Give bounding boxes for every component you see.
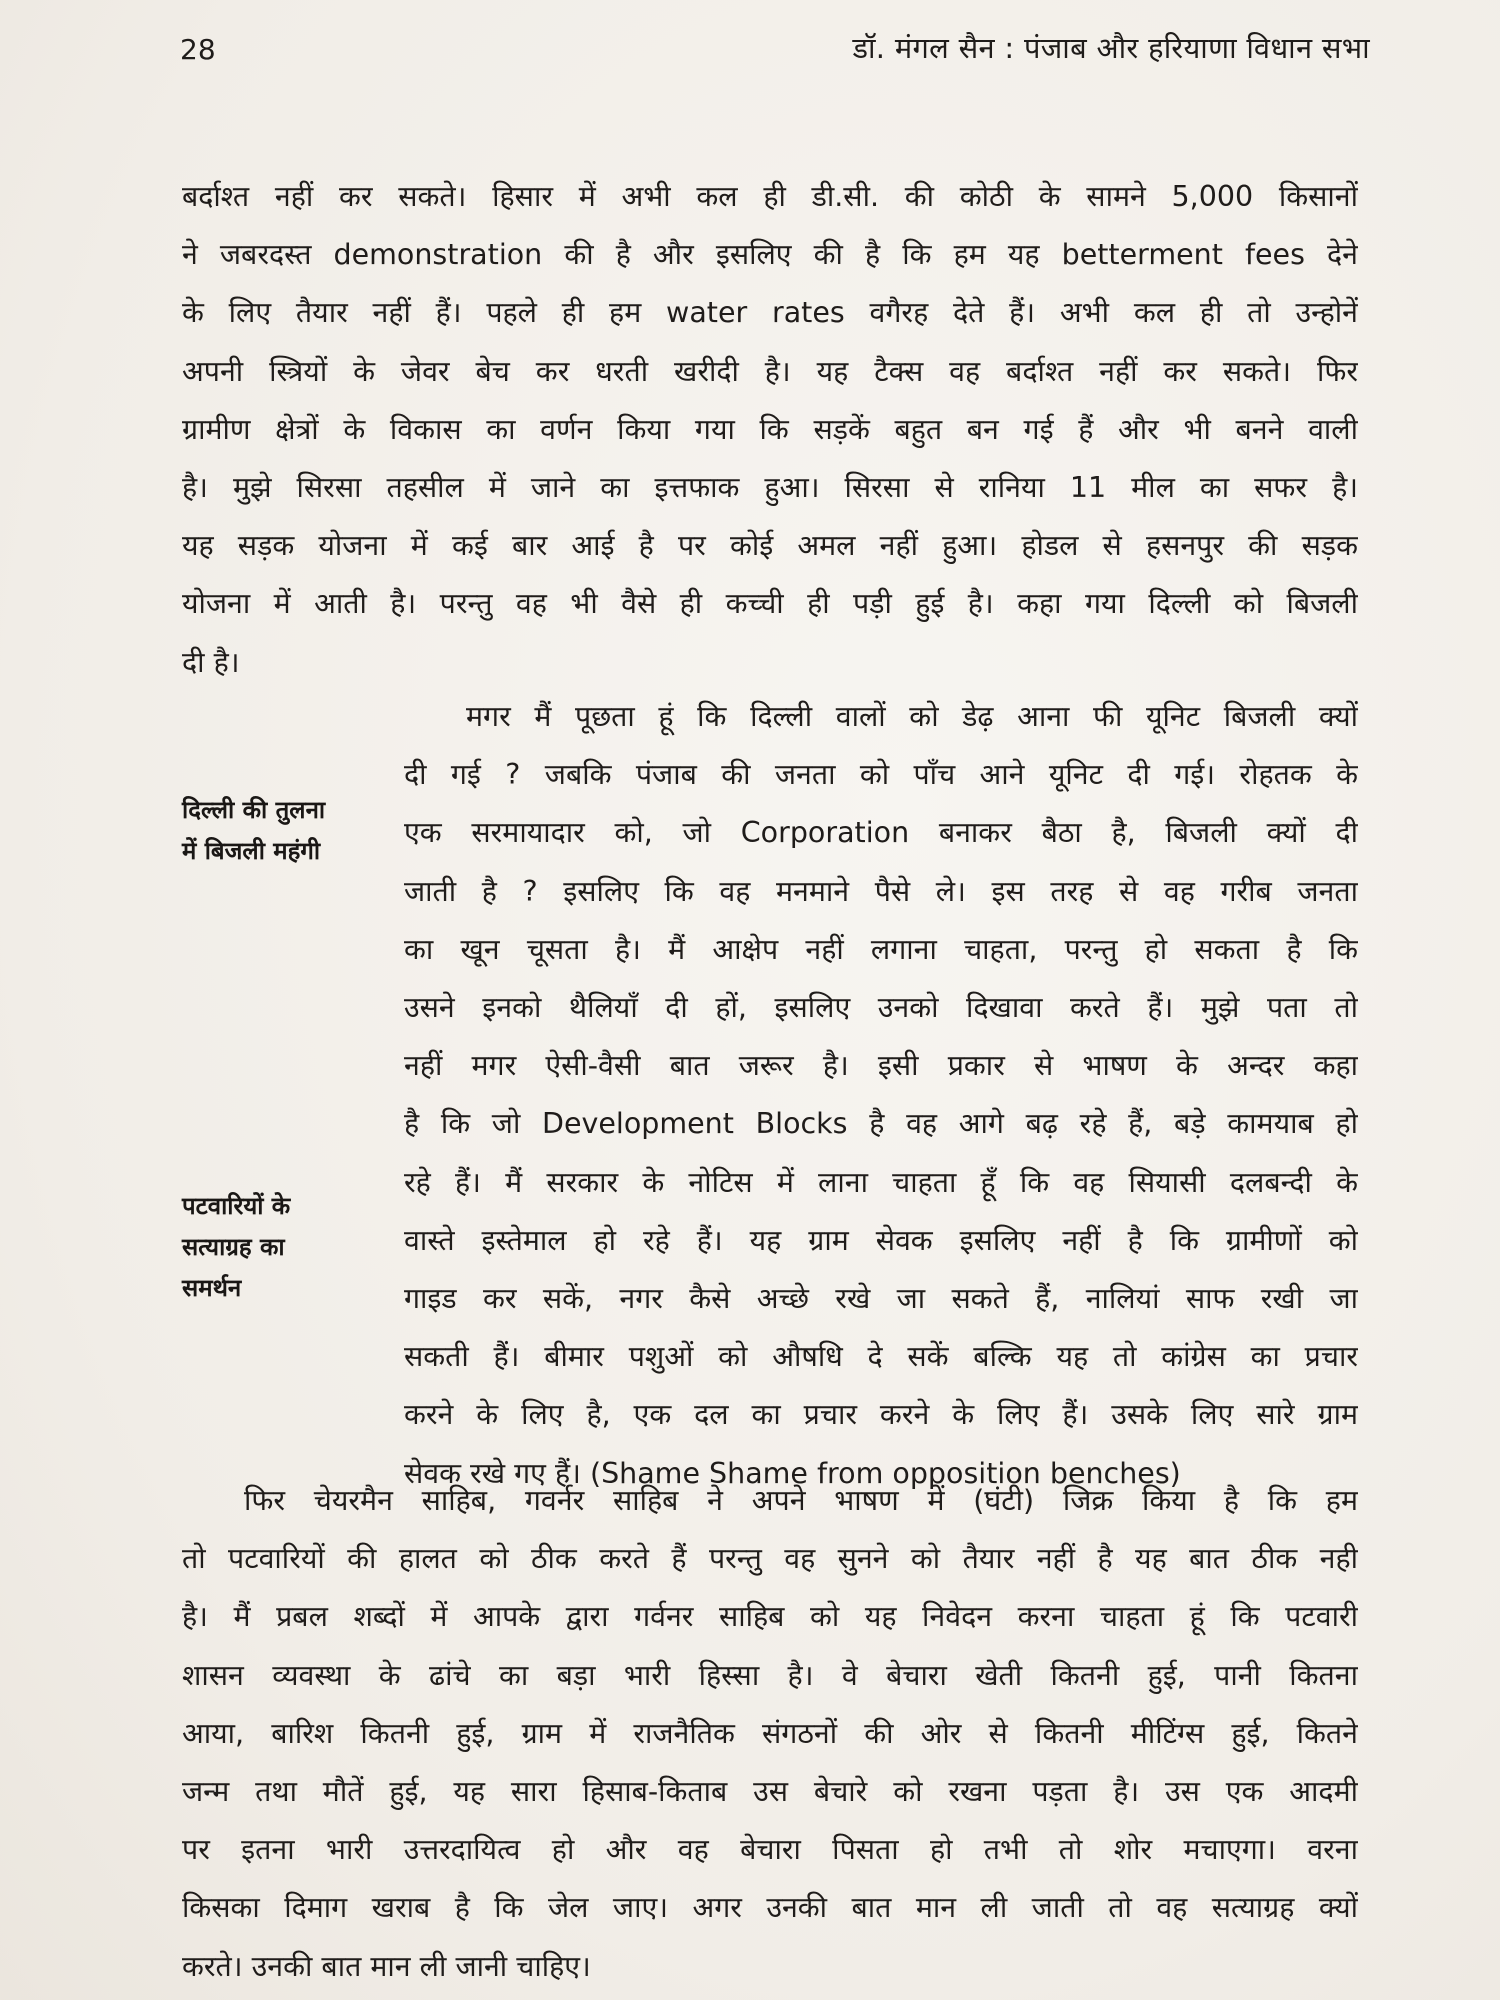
text-line: शासन व्यवस्था के ढांचे का बड़ा भारी हिस्सा है। वे बेचारा खेती कितनी हुई, पानी कितना: [182, 1658, 1358, 1692]
text-line: दी गई ? जबकि पंजाब की जनता को पाँच आने यूनिट दी गई। रोहतक के: [404, 758, 1358, 792]
text-line: है कि जो Development Blocks है वह आगे बढ़ रहे हैं, बड़े कामयाब हो: [404, 1107, 1358, 1141]
text-line: किसका दिमाग खराब है कि जेल जाए। अगर उनकी बात मान ली जाती तो वह सत्याग्रह क्यों: [182, 1891, 1358, 1925]
paragraph-2: [404, 688, 1358, 1503]
text-line: के लिए तैयार नहीं हैं। पहले ही हम water rates वगैरह देते हैं। अभी कल ही तो उन्होनें: [182, 296, 1358, 330]
paragraph-1: [182, 168, 1358, 692]
text-line: योजना में आती है। परन्तु वह भी वैसे ही कच्ची ही पड़ी हुई है। कहा गया दिल्ली को बिजली: [182, 587, 1358, 621]
margin-note-line: दिल्ली की तुलना: [182, 796, 326, 824]
margin-note-line: सत्याग्रह का: [182, 1233, 285, 1261]
text-line: है। मैं प्रबल शब्दों में आपके द्वारा गर्वनर साहिब को यह निवेदन करना चाहता हूं कि पटवारी: [182, 1600, 1358, 1634]
text-line: मगर मैं पूछता हूं कि दिल्ली वालों को डेढ़ आना फी यूनिट बिजली क्यों: [466, 700, 1358, 733]
text-line: उसने इनको थैलियाँ दी हों, इसलिए उनको दिखावा करते हैं। मुझे पता तो: [404, 991, 1358, 1025]
text-line: है। मुझे सिरसा तहसील में जाने का इत्तफाक हुआ। सिरसा से रानिया 11 मील का सफर है।: [182, 471, 1358, 505]
margin-note-line: में बिजली महंगी: [182, 837, 321, 865]
text-line: गाइड कर सकें, नगर कैसे अच्छे रखे जा सकते हैं, नालियां साफ रखी जा: [404, 1282, 1358, 1316]
text-line: दी है।: [182, 645, 240, 679]
page-number: 28: [180, 33, 216, 66]
text-line: सकती हैं। बीमार पशुओं को औषधि दे सकें बल्कि यह तो कांग्रेस का प्रचार: [404, 1340, 1358, 1374]
text-line: जन्म तथा मौतें हुई, यह सारा हिसाब-किताब उस बेचारे को रखना पड़ता है। उस एक आदमी: [182, 1775, 1358, 1809]
text-line: बर्दाश्त नहीं कर सकते। हिसार में अभी कल ही डी.सी. की कोठी के सामने 5,000 किसानों: [182, 180, 1358, 213]
text-line: ग्रामीण क्षेत्रों के विकास का वर्णन किया गया कि सड़कें बहुत बन गई हैं और भी बनने वाली: [182, 412, 1358, 446]
text-line: एक सरमायादार को, जो Corporation बनाकर बैठा है, बिजली क्यों दी: [404, 816, 1358, 850]
text-line: पर इतना भारी उत्तरदायित्व हो और वह बेचारा पिसता हो तभी तो शोर मचाएगा। वरना: [182, 1833, 1358, 1867]
text-line: फिर चेयरमैन साहिब, गवर्नर साहिब ने अपने भाषण में (घंटी) जिक्र किया है कि हम: [244, 1484, 1358, 1517]
paragraph-3: [182, 1472, 1358, 1996]
text-line: करते। उनकी बात मान ली जानी चाहिए।: [182, 1949, 591, 1983]
text-line: करने के लिए है, एक दल का प्रचार करने के लिए हैं। उसके लिए सारे ग्राम: [404, 1398, 1358, 1432]
margin-note-line: समर्थन: [182, 1274, 242, 1302]
text-line: ने जबरदस्त demonstration की है और इसलिए की है कि हम यह betterment fees देने: [182, 238, 1358, 272]
text-line: यह सड़क योजना में कई बार आई है पर कोई अमल नहीं हुआ। होडल से हसनपुर की सड़क: [182, 529, 1358, 563]
text-line: सेवक रखे गए हैं। (Shame Shame from opposition benches): [404, 1456, 1181, 1490]
text-line: का खून चूसता है। मैं आक्षेप नहीं लगाना चाहता, परन्तु हो सकता है कि: [404, 932, 1358, 966]
margin-note-patwari-satyagraha: [182, 1186, 382, 1309]
text-line: अपनी स्त्रियों के जेवर बेच कर धरती खरीदी है। यह टैक्स वह बर्दाश्त नहीं कर सकते। फिर: [182, 354, 1358, 388]
margin-note-line: पटवारियों के: [182, 1192, 291, 1220]
running-title: डॉ. मंगल सैन : पंजाब और हरियाणा विधान सभा: [852, 31, 1370, 65]
text-line: वास्ते इस्तेमाल हो रहे हैं। यह ग्राम सेवक इसलिए नहीं है कि ग्रामीणों को: [404, 1223, 1358, 1257]
text-line: आया, बारिश कितनी हुई, ग्राम में राजनैतिक संगठनों की ओर से कितनी मीटिंग्स हुई, कितने: [182, 1716, 1358, 1750]
text-line: तो पटवारियों की हालत को ठीक करते हैं परन्तु वह सुनने को तैयार नहीं है यह बात ठीक नही: [182, 1542, 1358, 1576]
text-line: रहे हैं। मैं सरकार के नोटिस में लाना चाहता हूँ कि वह सियासी दलबन्दी के: [404, 1165, 1358, 1199]
margin-note-delhi-electricity: [182, 790, 382, 872]
text-line: जाती है ? इसलिए कि वह मनमाने पैसे ले। इस तरह से वह गरीब जनता: [404, 874, 1358, 908]
text-line: नहीं मगर ऐसी-वैसी बात जरूर है। इसी प्रकार से भाषण के अन्दर कहा: [404, 1049, 1358, 1083]
